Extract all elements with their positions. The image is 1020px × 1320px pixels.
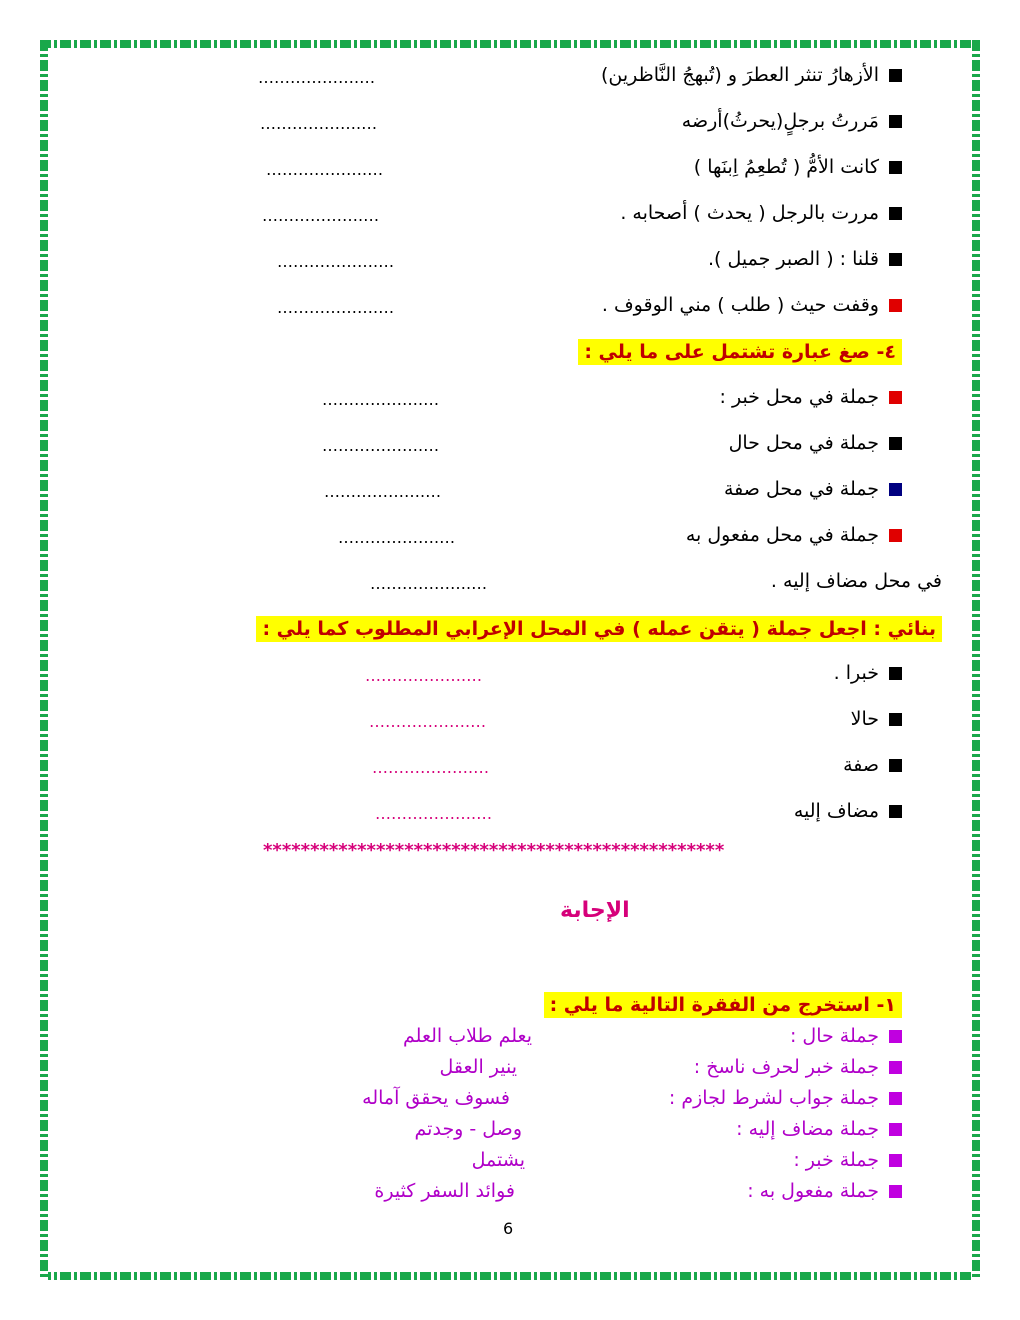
square-bullet-icon (889, 299, 902, 312)
square-bullet-icon (889, 437, 902, 450)
answer-value: يعلم طلاب العلم (403, 1025, 532, 1047)
answer-row (694, 1053, 902, 1081)
page-number: 6 (503, 1219, 514, 1238)
build-item (843, 751, 902, 779)
build-item (851, 705, 902, 733)
item-text: جملة في محل خبر : (719, 386, 879, 408)
page-border-top (40, 40, 980, 48)
answer-blank: ……………….… (375, 804, 493, 823)
square-bullet-icon (889, 1185, 902, 1198)
answer-row (669, 1084, 902, 1112)
section3-item (620, 199, 902, 227)
square-bullet-icon (889, 207, 902, 220)
page-border-right (972, 40, 980, 1280)
build-heading: بنائي : اجعل جملة ( يتقن عمله ) في المحل الإعرابي المطلوب كما يلي : (256, 616, 942, 642)
square-bullet-icon (889, 1030, 902, 1043)
item-text: جملة في محل مفعول به (685, 524, 879, 546)
answer-label: جملة خبر لحرف ناسخ : (693, 1056, 879, 1078)
square-bullet-icon (889, 529, 902, 542)
answer-value: وصل - وجدتم (414, 1118, 522, 1140)
item-text: جملة في محل حال (728, 432, 879, 454)
item-text: وقفت حيث ( طلب ) مني الوقوف . (601, 294, 879, 316)
answer-label: جملة حال : (789, 1025, 879, 1047)
square-bullet-icon (889, 1154, 902, 1167)
square-bullet-icon (889, 391, 902, 404)
answer-blank: ……………….… (266, 160, 384, 179)
square-bullet-icon (889, 115, 902, 128)
answer-value: فسوف يحقق آماله (362, 1087, 510, 1109)
answer-blank: ……………….… (369, 712, 487, 731)
answer-row (790, 1022, 902, 1050)
item-text: جملة في محل صفة (723, 478, 879, 500)
square-bullet-icon (889, 759, 902, 772)
page-border-bottom (40, 1272, 980, 1280)
square-bullet-icon (889, 161, 902, 174)
section4-item (686, 521, 902, 549)
section3-item (708, 245, 902, 273)
section4-extra (771, 567, 942, 595)
item-text: خبرا . (833, 662, 879, 684)
square-bullet-icon (889, 667, 902, 680)
answer-label: جملة مضاف إليه : (736, 1118, 879, 1140)
item-text: مررت بالرجل ( يحدث ) أصحابه . (620, 202, 879, 224)
answer-row (736, 1115, 902, 1143)
answer-row (747, 1177, 902, 1205)
answer-blank: ……………….… (324, 482, 442, 501)
item-text: الأزهارُ تنثر العطرَ و (تُبهجُ النَّاظرين) (600, 64, 879, 86)
answer-blank: ……………….… (258, 68, 376, 87)
section3-item (682, 107, 902, 135)
answer-blank: ……………….… (277, 298, 395, 317)
answer-row (793, 1146, 902, 1174)
answer-blank: ……………….… (365, 666, 483, 685)
section4-item (724, 475, 902, 503)
square-bullet-icon (889, 1061, 902, 1074)
item-text: قلنا : ( الصبر جميل ). (708, 248, 879, 270)
item-text: كانت الأمُّ ( تُطعِمُ اِبنَها ) (693, 156, 879, 178)
answer-blank: ……………….… (372, 758, 490, 777)
square-bullet-icon (889, 713, 902, 726)
square-bullet-icon (889, 805, 902, 818)
section4-item (729, 429, 902, 457)
answer-blank: ……………….… (338, 528, 456, 547)
answer-value: يشتمل (471, 1149, 525, 1171)
item-text: صفة (843, 754, 879, 776)
square-bullet-icon (889, 253, 902, 266)
square-bullet-icon (889, 1123, 902, 1136)
answer-blank: ……………….… (262, 206, 380, 225)
answer-heading: ١- استخرج من الفقرة التالية ما يلي : (544, 992, 902, 1018)
square-bullet-icon (889, 69, 902, 82)
answer-blank: ……………….… (322, 436, 440, 455)
item-text: مَررتُ برجلٍ(يحرثُ)أرضه (681, 110, 879, 132)
answer-blank: ……………….… (277, 252, 395, 271)
answer-value: فوائد السفر كثيرة (374, 1180, 515, 1202)
section3-item (694, 153, 902, 181)
build-item (794, 797, 902, 825)
answer-title: الإجابة (560, 898, 630, 923)
answer-label: جملة خبر : (793, 1149, 879, 1171)
answer-blank: ……………….… (322, 390, 440, 409)
square-bullet-icon (889, 483, 902, 496)
build-item (834, 659, 902, 687)
item-text: في محل مضاف إليه . (770, 570, 942, 592)
answer-label: جملة جواب لشرط لجازم : (668, 1087, 879, 1109)
page-border-left (40, 40, 48, 1280)
star-separator: ************************************************* (263, 840, 725, 861)
section4-heading: ٤- صغ عبارة تشتمل على ما يلي : (578, 339, 902, 365)
answer-blank: ……………….… (370, 574, 488, 593)
section3-item (601, 61, 902, 89)
section3-item (602, 291, 902, 319)
item-text: مضاف إليه (793, 800, 879, 822)
answer-blank: ……………….… (260, 114, 378, 133)
section4-item (720, 383, 902, 411)
square-bullet-icon (889, 1092, 902, 1105)
answer-label: جملة مفعول به : (747, 1180, 879, 1202)
item-text: حالا (850, 708, 879, 730)
answer-value: ينير العقل (439, 1056, 517, 1078)
